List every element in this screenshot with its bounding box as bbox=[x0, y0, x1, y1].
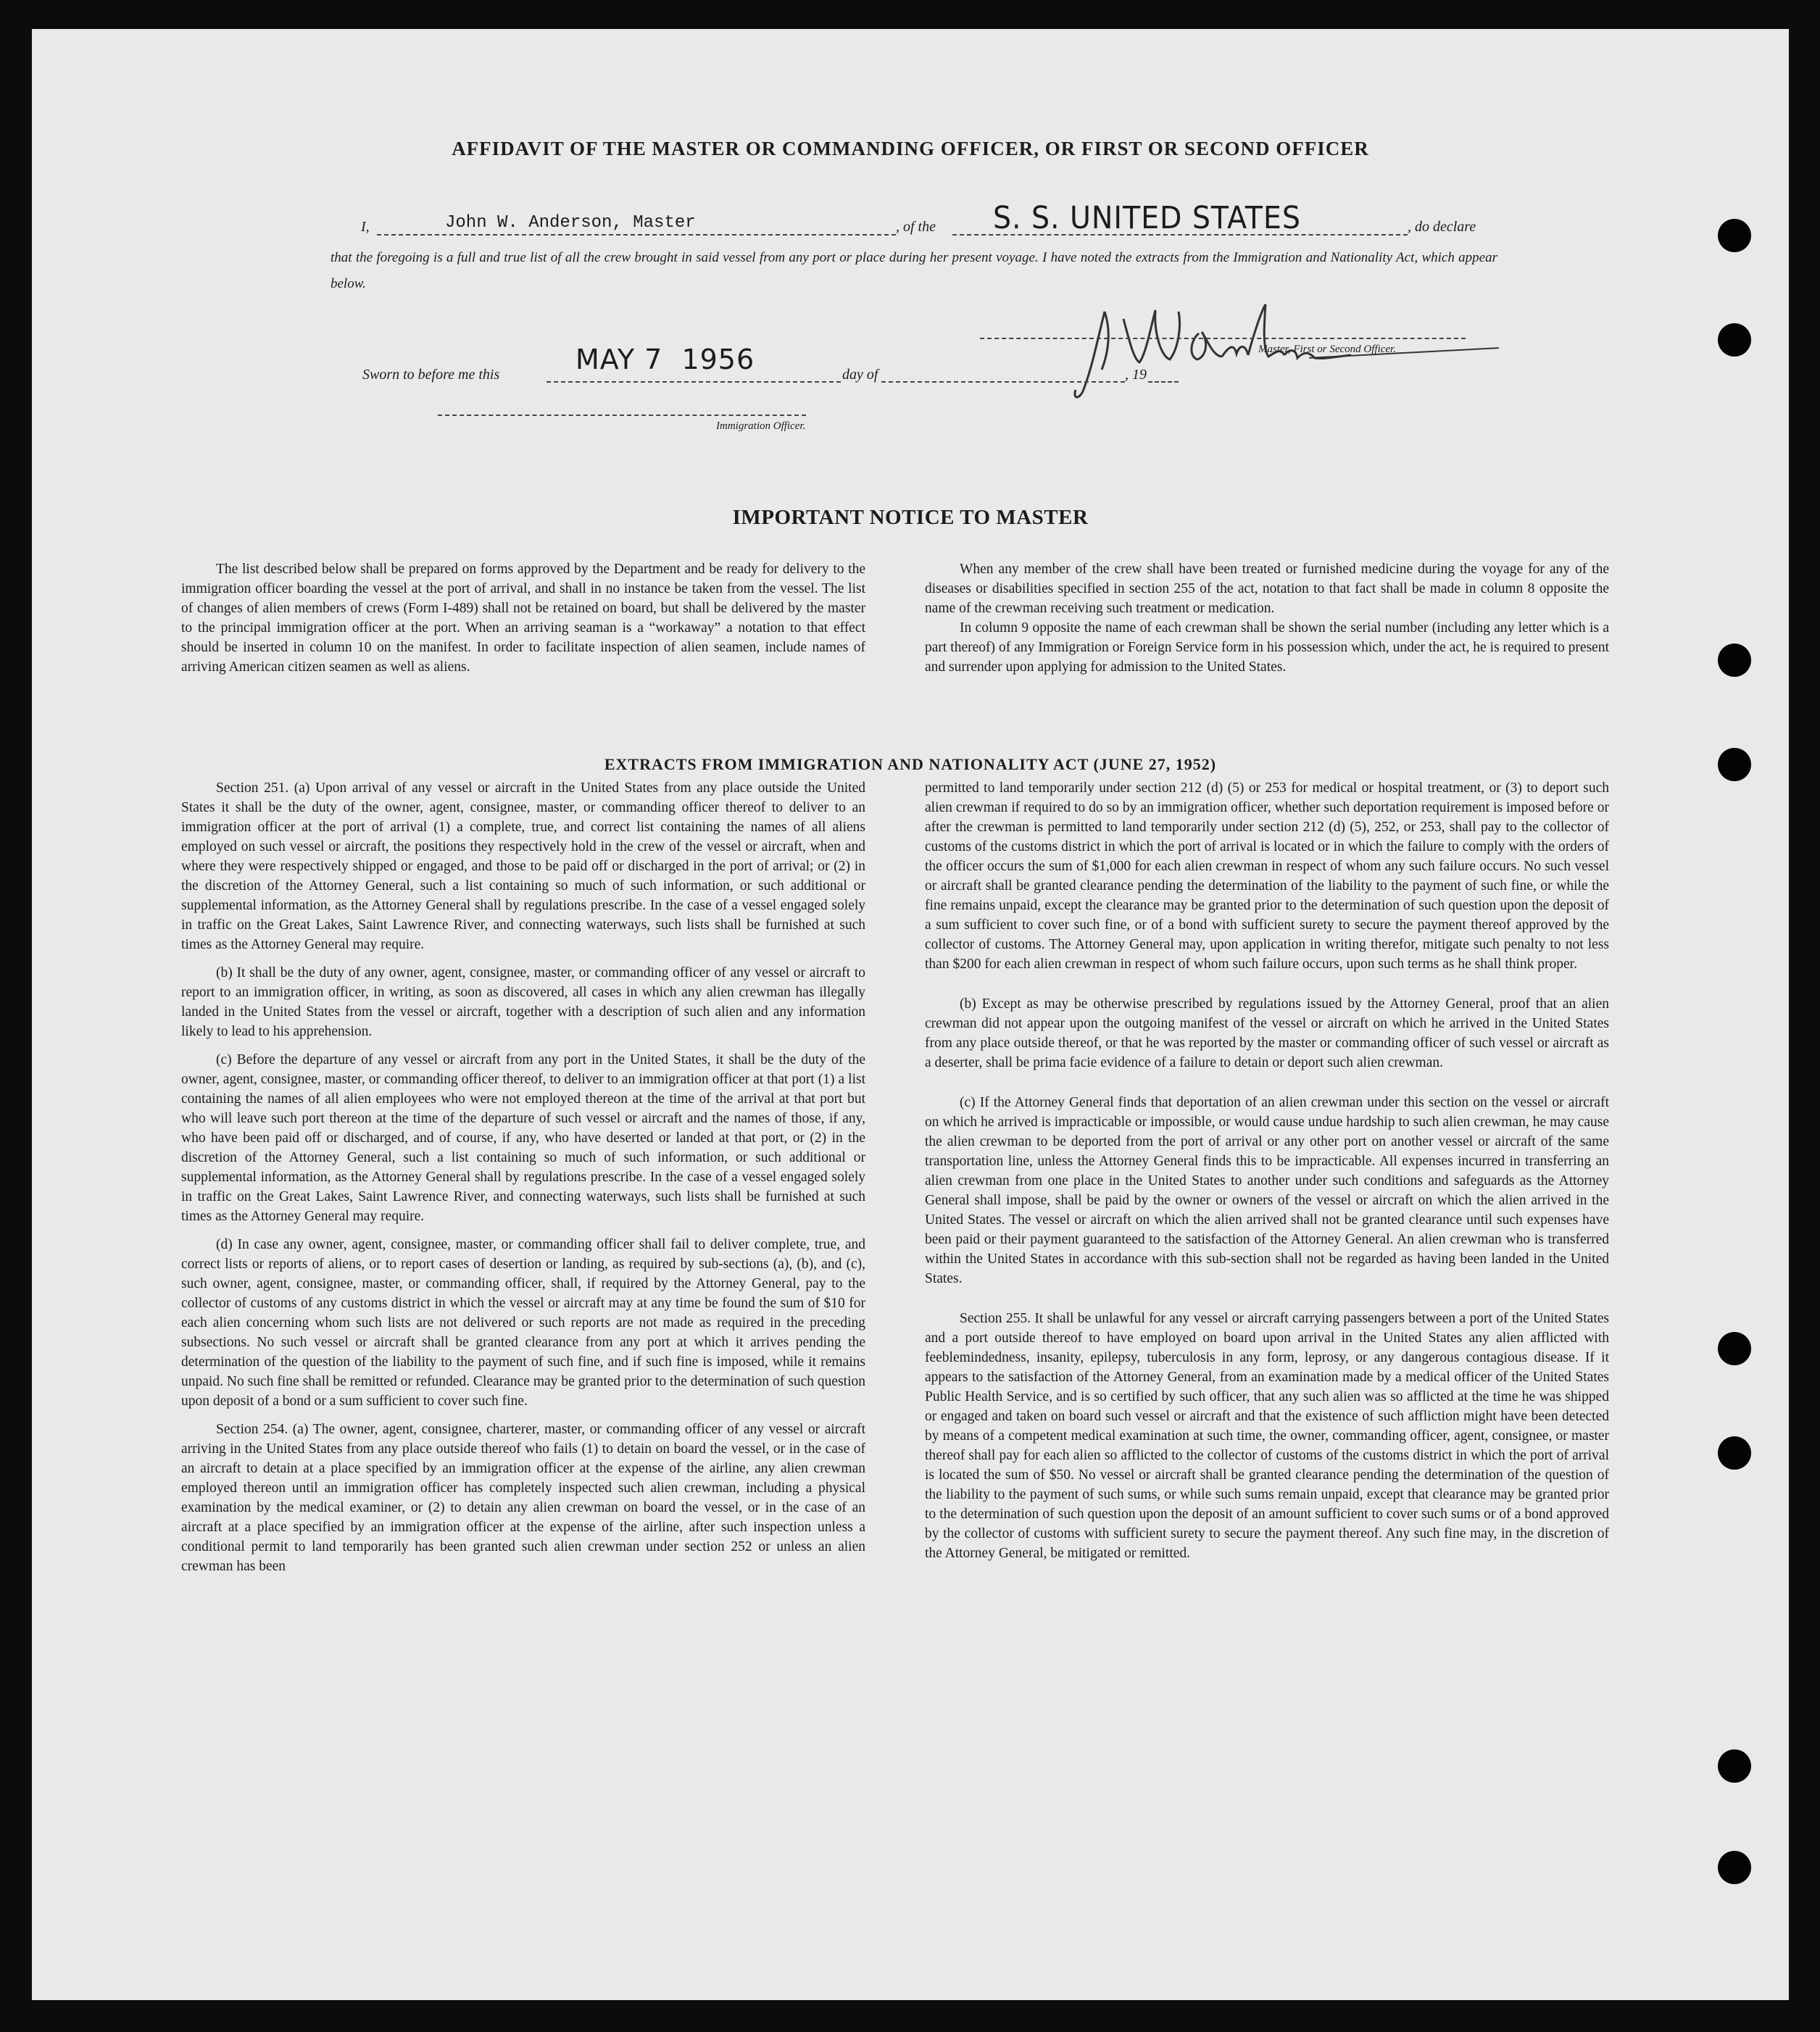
month-dotted-line bbox=[881, 381, 1125, 383]
extracts-left-column bbox=[181, 778, 865, 1576]
punch-hole bbox=[1718, 1749, 1751, 1783]
sworn-prefix: Sworn to before me this bbox=[362, 367, 500, 383]
sworn-dotted-line bbox=[547, 381, 841, 383]
section-251-a: Section 251. (a) Upon arrival of any vessel or aircraft in the United States from any place outside the United States it shall be the duty of the owner, agent, consignee, master, or commanding officer thereof to deliver to an immigration officer at the port of arrival (1) a complete, true, and correct list containing the names of all aliens employed on such vessel or aircraft, the positions they respectively hold in the crew of the vessel or aircraft, when and where they were respectively shipped or engaged, and those to be paid off or discharged in the port of arrival; or (2) in the discretion of the Attorney General, such a list containing so much of such information, or such additional or supplemental information, as the Attorney General shall by regulations prescribe. In the case of a vessel engaged solely in traffic on the Great Lakes, Saint Lawrence River, and connecting waterways, such lists shall be furnished at such times as the Attorney General may require. bbox=[181, 780, 865, 952]
section-254-c: (c) If the Attorney General finds that deportation of an alien crewman under this section on the vessel or aircraft on which he arrived is impracticable or impossible, or would cause undue hardship to such alien crewman, he may cause the alien crewman to be deported from the port of arrival or any other port on another vessel or aircraft of the same transportation line, unless the Attorney General finds this to be impracticable. All expenses incurred in transferring an alien crewman from one place in the United States to another under such conditions and safeguards as the Attorney General shall impose, shall be paid by the owner or owners of the vessel or aircraft on which the alien arrived in the United States. The vessel or aircraft on which the alien arrived shall not be granted clearance until such expenses have been paid or their payment guaranteed to the satisfaction of the Attorney General. An alien crewman who is transferred within the United States in accordance with this sub-section shall not be regarded as having been landed in the United States. bbox=[925, 1095, 1609, 1286]
document-page bbox=[32, 29, 1789, 2000]
punch-hole bbox=[1718, 1332, 1751, 1365]
signature-dotted-line bbox=[980, 338, 1466, 339]
punch-hole bbox=[1718, 1851, 1751, 1884]
section-251-b: (b) It shall be the duty of any owner, agent, consignee, master, or commanding officer of any vessel or aircraft to report to an immigration officer, in writing, as soon as discovered, all cases in which any alien crewman has illegally landed in the United States from the vessel or aircraft, together with a description of such alien and any information likely to lead to his apprehension. bbox=[181, 965, 865, 1039]
notice-title: IMPORTANT NOTICE TO MASTER bbox=[732, 506, 1089, 529]
officer-caption: Immigration Officer. bbox=[716, 420, 806, 432]
section-251-d: (d) In case any owner, agent, consignee, master, or commanding officer shall fail to deliver complete, true, and correct lists or reports of aliens, or to report cases of desertion or landing, as required by sub-sections (a), (b), and (c), such owner, agent, consignee, master, or commanding officer, shall, if required by the Attorney General, pay to the collector of customs of any customs district in which the vessel or aircraft may at any time be found the sum of $10 for each alien concerning whom such lists are not delivered or such reports are not made as required in the preceding subsections. No such vessel or aircraft shall be granted clearance from any port at which it arrives pending the determination of the question of the liability to the payment of such fine, and if such fine is imposed, while it remains unpaid. No such fine shall be remitted or refunded. Clearance may be granted prior to the determination of such question upon deposit of a bond or a sum sufficient to cover such fine. bbox=[181, 1237, 865, 1409]
master-name: John W. Anderson, Master bbox=[445, 213, 696, 233]
day-of-label: day of bbox=[842, 367, 878, 383]
extracts-title: EXTRACTS FROM IMMIGRATION AND NATIONALITY ACT (JUNE 27, 1952) bbox=[604, 755, 1217, 773]
officer-dotted-line bbox=[438, 415, 806, 416]
punch-hole bbox=[1718, 1436, 1751, 1470]
punch-hole bbox=[1718, 644, 1751, 677]
year-dotted-line bbox=[1148, 381, 1179, 383]
notice-paragraph: When any member of the crew shall have been treated or furnished medicine during the voyage for any of the diseases or disabilities specified in section 255 of the act, notation to that fact shall be made in column 8 opposite the name of the crewman receiving such treatment or medication. bbox=[925, 562, 1609, 616]
extracts-right-column bbox=[925, 778, 1609, 1563]
signature-caption: Master, First or Second Officer. bbox=[1258, 343, 1396, 355]
affidavit-title: AFFIDAVIT OF THE MASTER OR COMMANDING OFFICER, OR FIRST OR SECOND OFFICER bbox=[452, 138, 1369, 159]
notice-paragraph: The list described below shall be prepared on forms approved by the Department and be ready for delivery to the immigration officer boarding the vessel at the port of arrival, and shall in no instance be taken from the vessel. The list of changes of alien members of crews (Form I-489) shall not be retained on board, but shall be delivered by the master to the principal immigration officer at the port. When an arriving seaman is a “workaway” a notation to that effect should be inserted in column 10 on the manifest. In order to facilitate inspection of alien seamen, include names of arriving American citizen seamen as well as aliens. bbox=[181, 562, 865, 675]
section-251-c: (c) Before the departure of any vessel or aircraft from any port in the United States, it shall be the duty of the owner, agent, consignee, master, or commanding officer thereof, to deliver to an immigration officer at that port (1) a list containing the names of all alien employees who were not employed thereon at the time of the arrival at that port but who will leave such port thereon at the time of the departure of such vessel or aircraft and the names of those, if any, who have been paid off or discharged, and of course, if any, who have deserted or landed at that port, or (2) in the discretion of the Attorney General, such a list containing so much of such information, or such additional or supplemental information, as the Attorney General shall by regulations prescribe. In the case of a vessel engaged solely in traffic on the Great Lakes, Saint Lawrence River, and connecting waterways, such lists shall be furnished at such times as the Attorney General may require. bbox=[181, 1052, 865, 1224]
of-the-label: , of the bbox=[896, 219, 936, 235]
year-prefix: , 19 bbox=[1125, 367, 1147, 383]
section-255: Section 255. It shall be unlawful for any vessel or aircraft carrying passengers between a port of the United States and a port outside thereof to have employed on board upon arrival in the United States any alien afflicted with feeblemindedness, insanity, epilepsy, tuberculosis in any form, leprosy, or any dangerous contagious disease. If it appears to the satisfaction of the Attorney General, from an examination made by a medical officer of the United States Public Health Service, and is so certified by such officer, that any such alien was so afflicted at the time he was shipped or engaged and taken on board such vessel or aircraft and that the existence of such affliction might have been detected by means of a competent medical examination at such time, the owner, commanding officer, agent, consignee, or master thereof shall pay for each alien so afflicted to the collector of customs of the customs district in which the port of arrival is located the sum of $50. No vessel or aircraft shall be granted clearance pending the determination of the question of the liability to the payment of such sums, or while such sums remain unpaid, except that clearance may be granted prior to the determination of such question upon the deposit of an amount sufficient to cover such sums or of a bond approved by the collector of customs with sufficient surety to secure the payment thereof. Any such fine may, in the discretion of the Attorney General, be mitigated or remitted. bbox=[925, 1311, 1609, 1561]
notice-left-column bbox=[181, 559, 865, 677]
notice-right-column bbox=[925, 559, 1609, 677]
punch-hole bbox=[1718, 219, 1751, 252]
section-254-b: (b) Except as may be otherwise prescribed by regulations issued by the Attorney General, proof that an alien crewman did not appear upon the outgoing manifest of the vessel or aircraft on which he arrived in the United States from any place outside thereof, or that he was reported by the master or commanding officer of such vessel or aircraft as a deserter, shall be prima facie evidence of a failure to detain or deport such alien crewman. bbox=[925, 996, 1609, 1070]
declaration-body: that the foregoing is a full and true list of all the crew brought in said vessel from any port or place during her present voyage. I have noted the extracts from the Immigration and Nationality Act, which appear below. bbox=[331, 250, 1497, 291]
vessel-name: S. S. UNITED STATES bbox=[993, 200, 1301, 236]
notice-paragraph: In column 9 opposite the name of each crewman shall be shown the serial number (including any letter which is a part thereof) of any Immigration or Foreign Service form in his possession which, under the act, he is required to present and surrender upon applying for admission to the United States. bbox=[925, 620, 1609, 675]
section-254-a: Section 254. (a) The owner, agent, consignee, charterer, master, or commanding officer of any vessel or aircraft arriving in the United States from any place outside thereof who fails (1) to detain on board the vessel, or in the case of an aircraft to detain at a place specified by an immigration officer at the expense of the airline, any alien crewman employed thereon until an immigration officer has completely inspected such alien crewman, including a physical examination by the medical examiner, or (2) to detain any alien crewman on board the vessel, or in the case of an aircraft at a place specified by an immigration officer at the expense of the airline, after such inspection unless a conditional permit to land temporarily has been granted such alien crewman under section 252 or unless an alien crewman has been bbox=[181, 1422, 865, 1574]
punch-hole bbox=[1718, 323, 1751, 357]
sworn-date-stamp: MAY 7 1956 bbox=[575, 343, 755, 375]
section-254-a-continued: permitted to land temporarily under section 212 (d) (5) or 253 for medical or hospital treatment, or (3) to deport such alien crewman if required to do so by an immigration officer, whether such deportation requirement is imposed before or after the crewman is permitted to land temporarily under section 212 (d) (5), 252, or 253, shall pay to the collector of customs of the customs district in which the port of arrival is located or in which the failure to comply with the orders of the officer occurs the sum of $1,000 for each alien crewman in respect of whom any such failure occurs. No such vessel or aircraft shall be granted clearance pending the determination of the liability to the payment of such fine, or while the fine remains unpaid, except the clearance may be granted prior to the determination of such question upon the deposit of a sum sufficient to cover such fine, or of a bond with sufficient surety to secure the payment thereof approved by the collector of customs. The Attorney General may, upon application in writing therefor, mitigate such penalty to not less than $200 for each alien crewman in respect of whom such failure occurs, upon such terms as he shall think proper. bbox=[925, 780, 1609, 972]
name-dotted-line bbox=[377, 234, 896, 236]
do-declare-label: , do declare bbox=[1408, 219, 1476, 235]
declaration-prefix: I, bbox=[361, 219, 370, 235]
